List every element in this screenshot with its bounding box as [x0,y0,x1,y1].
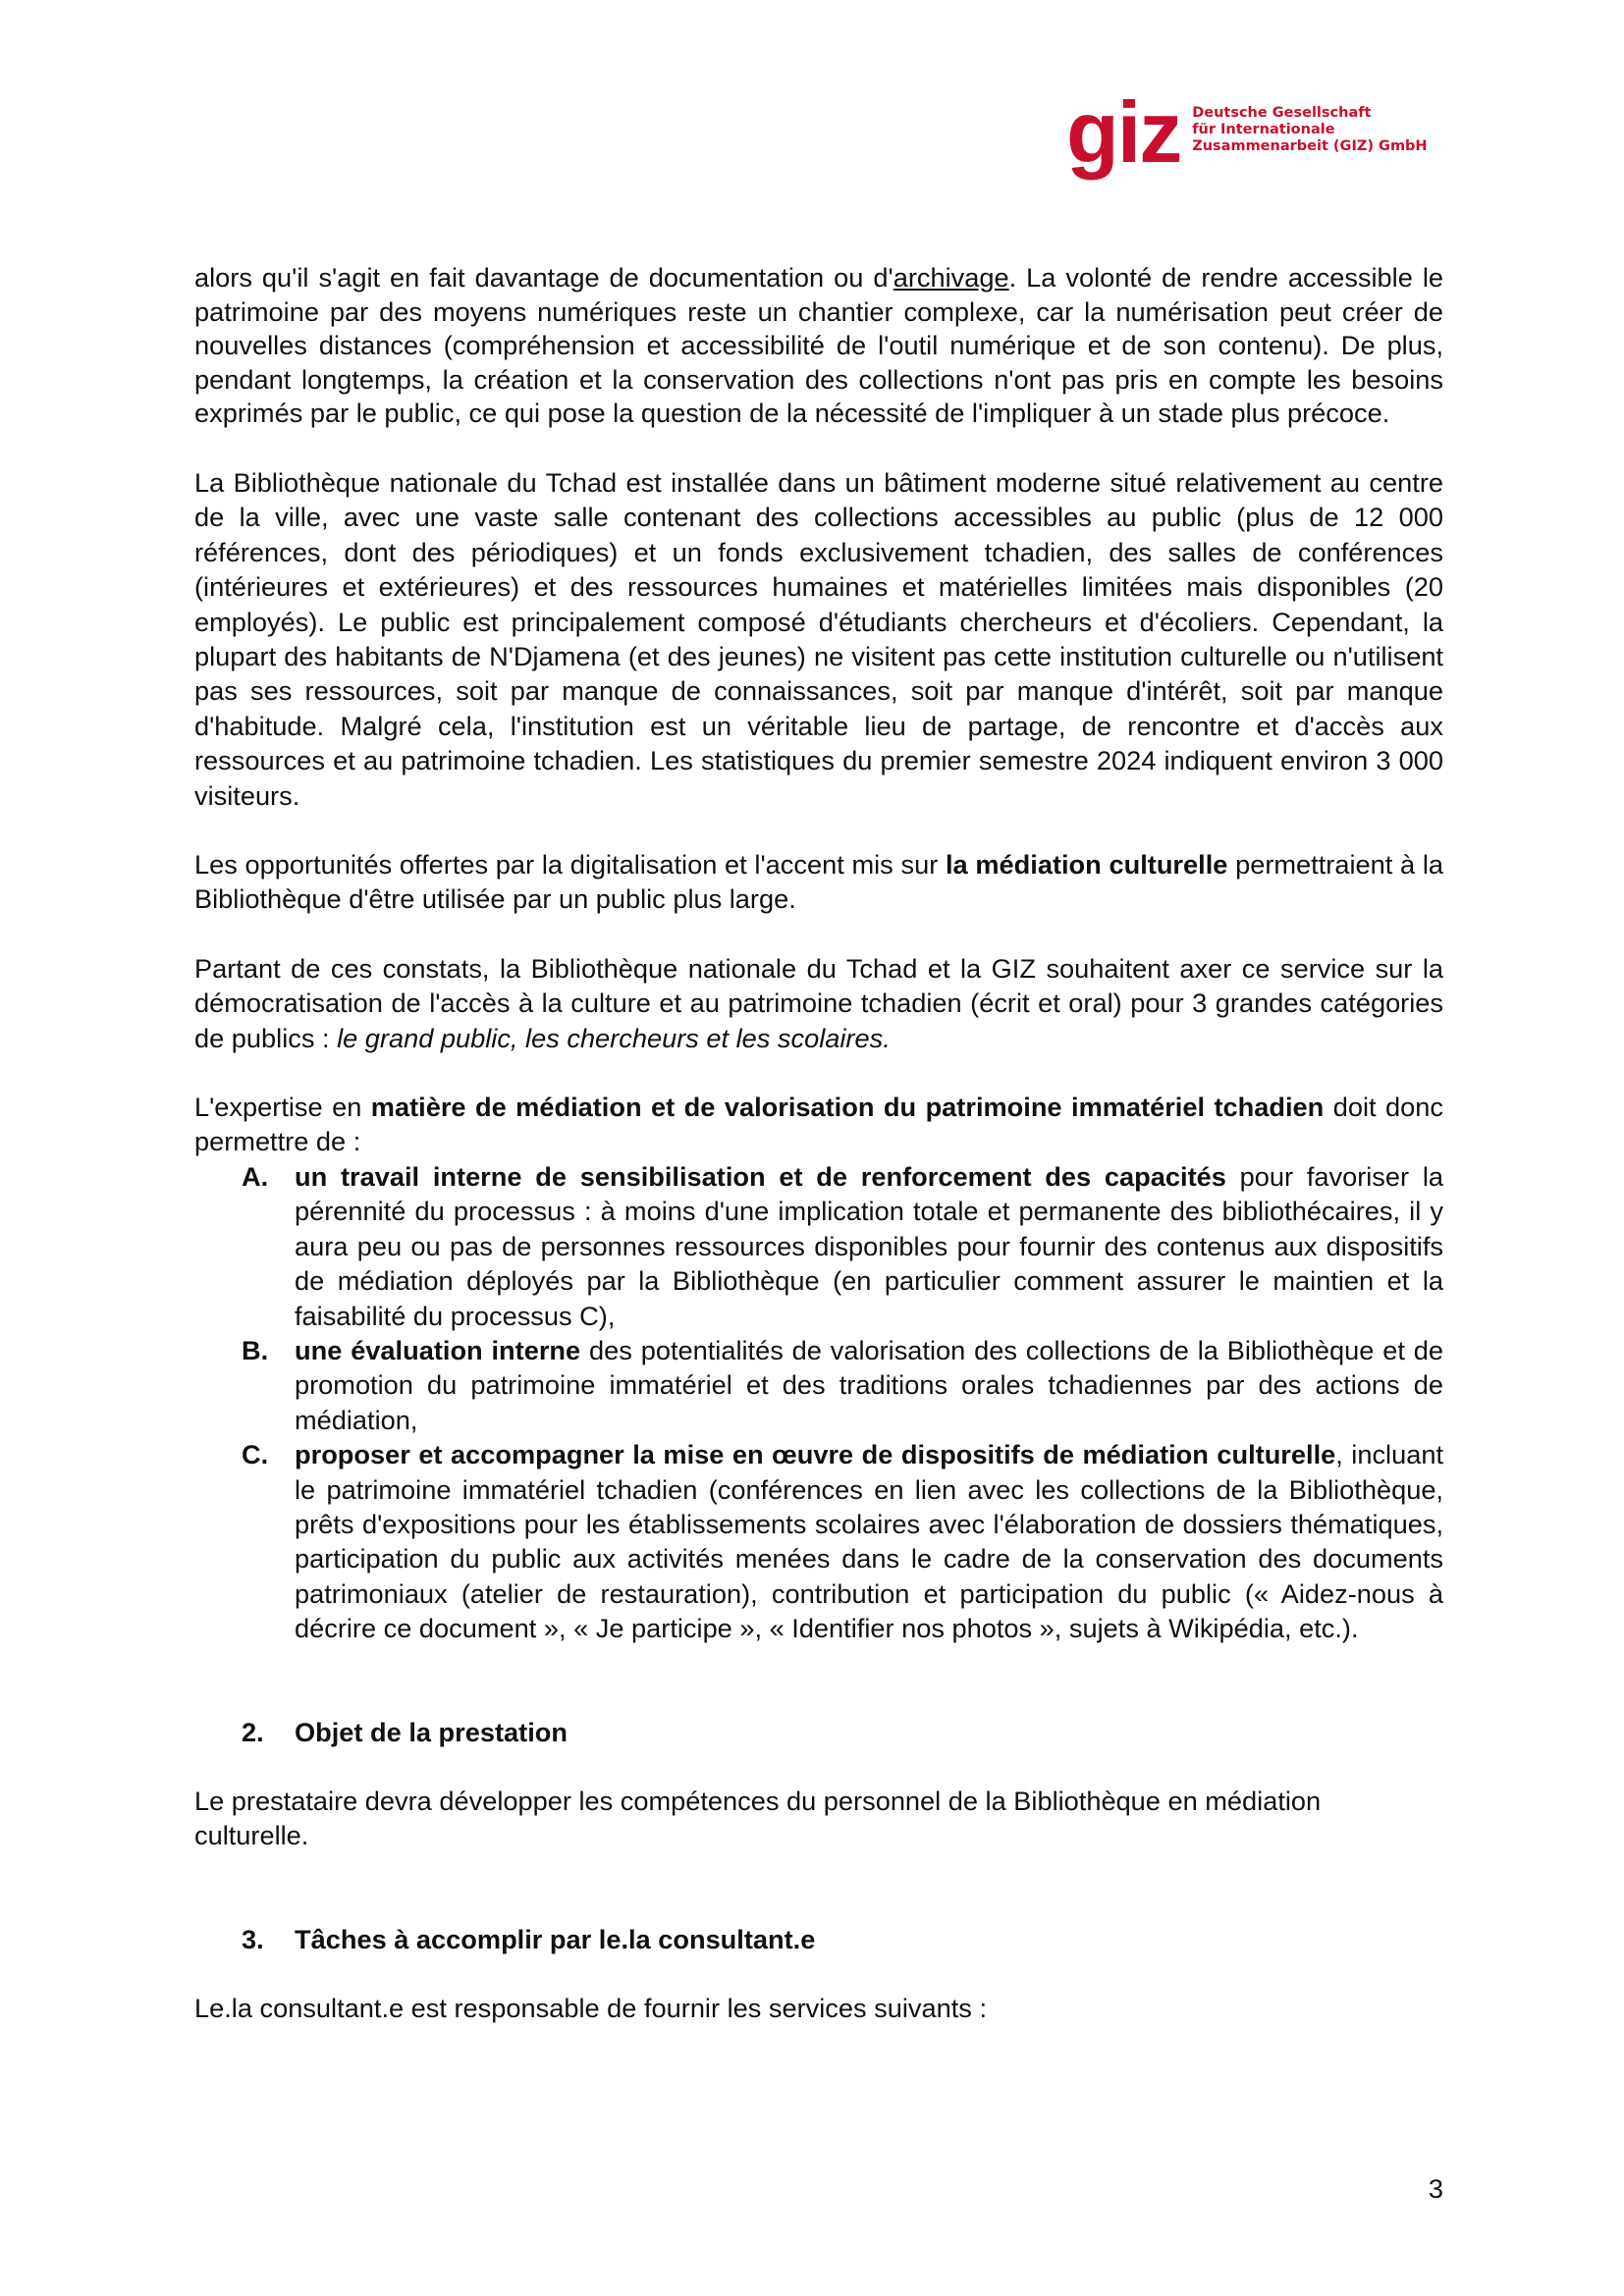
bold-phrase: la médiation culturelle [945,849,1228,881]
list-item-text: pour favoriser la pérennité du processus : à moins d'une implication totale et permanente des bibliothécaires, il y aura peu ou pas de personnes ressources disponibles pour fournir des contenus aux dispositifs de médiation déployés par la Bibliothèque (en particulier comment assurer le maintien et la faisabilité du processus C), [295,1160,1443,1331]
paragraph-objet: Le prestataire devra développer les compétences du personnel de la Bibliothèque en médiation culturelle. [194,1785,1322,1851]
section-heading-taches [194,1922,1443,1956]
list-item [194,1159,1443,1333]
paragraph-text: Partant de ces constats, la Bibliothèque nationale du Tchad et la GIZ souhaitent axer ce service sur la démocratisation de l'accès à la culture et au patrimoine tchadien (écrit et oral) pour 3 grandes catégories de publics : [194,952,1443,1053]
list-item-text: des potentialités de valorisation des collections de la Bibliothèque et de promotion du patrimoine immatériel et des traditions orales tchadiennes par des actions de médiation, [295,1334,1443,1435]
list-marker: B. [242,1334,269,1365]
paragraph-constats [194,951,1443,1055]
section-number: 3. [242,1923,264,1954]
spacer [194,1749,1443,1784]
spacer [194,1853,1443,1922]
list-item-bold: proposer et accompagner la mise en œuvre de dispositifs de médiation culturelle [295,1439,1336,1470]
paragraph-opportunites [194,847,1443,917]
list-item-bold: une évaluation interne [295,1334,581,1365]
paragraph-text: . La volonté de rendre accessible le patrimoine par des moyens numériques reste un chantier complexe, car la numérisation peut créer de nouvelles distances (compréhension et accessibilité de l'outil numérique et de son contenu). De plus, pendant longtemps, la création et la conservation des collections n'ont pas pris en compte les besoins exprimés par le public, ce qui pose la question de la nécessité de l'impliquer à un stade plus précoce. [194,262,1444,429]
list-marker: A. [242,1160,269,1192]
paragraph-bibliotheque: La Bibliothèque nationale du Tchad est installée dans un bâtiment moderne situé relativement au centre de la ville, avec une vaste salle contenant des collections accessibles au public (plus de 12 000 références, dont des périodiques) et un fonds exclusivement tchadien, des salles de conférences (intérieures et extérieures) et des ressources humaines et matérielles limitées mais disponibles (20 employés). Le public est principalement composé d'étudiants chercheurs et d'écoliers. Cependant, la plupart des habitants de N'Djamena (et des jeunes) ne visitent pas cette institution culturelle ou n'utilisent pas ses ressources, soit par manque de connaissances, soit par manque d'intérêt, soit par manque d'habitude. Malgré cela, l'institution est un véritable lieu de partage, de rencontre et d'accès aux ressources et au patrimoine tchadien. Les statistiques du premier semestre 2024 indiquent environ 3 000 visiteurs. [194,466,1443,811]
paragraph-text: doit donc permettre de : [194,1092,1443,1157]
paragraph-text: permettraient à la Bibliothèque d'être utilisée par un public plus large. [194,849,1443,915]
list-item-bold: un travail interne de sensibilisation et de renforcement des capacités [295,1160,1226,1192]
bold-phrase: matière de médiation et de valorisation du patrimoine immatériel tchadien [370,1092,1325,1123]
paragraph-expertise [194,1090,1443,1159]
section-number: 2. [242,1716,264,1747]
italic-phrase: le grand public, les chercheurs et les scolaires. [337,1022,891,1053]
page-number: 3 [1428,2173,1443,2204]
giz-logo-text [1192,105,1427,155]
spacer [194,431,1443,465]
list-item [194,1333,1443,1437]
archivage-link[interactable]: archivage [893,262,1009,293]
list-marker: C. [242,1439,269,1470]
paragraph-text: alors qu'il s'agit en fait davantage de documentation ou d' [194,262,893,293]
document-body [194,261,1443,2026]
paragraph-text: L'expertise en [194,1092,371,1123]
list-item [194,1437,1443,1645]
paragraph-taches: Le.la consultant.e est responsable de fournir les services suivants : [194,1993,987,2024]
spacer [194,1956,1443,1991]
section-title: Objet de la prestation [295,1716,568,1747]
logo-line: für Internationale [1192,122,1335,137]
list-item-text: , incluant le patrimoine immatériel tchadien (conférences en lien avec les collections de la Bibliothèque, prêts d'expositions pour les établissements scolaires avec l'élaboration de dossiers thématiques, participation du public aux activités menées dans le cadre de la conservation des documents patrimoniaux (atelier de restauration), contribution et participation du public (« Aidez-nous à décrire ce document », « Je participe », « Identifier nos photos », sujets à Wikipédia, etc.). [295,1439,1443,1644]
spacer [194,813,1443,847]
paragraph-text: Les opportunités offertes par la digitalisation et l'accent mis sur [194,849,946,881]
giz-logo-mark: giz [1066,83,1181,181]
spacer [194,917,1443,951]
spacer [194,1055,1443,1090]
section-heading-objet [194,1715,1443,1749]
logo-line: Zusammenarbeit (GIZ) GmbH [1192,138,1428,154]
paragraph-digitisation [194,261,1443,431]
objectives-list [194,1159,1443,1646]
spacer [194,1646,1443,1715]
logo-line: Deutsche Gesellschaft [1192,105,1372,121]
section-title: Tâches à accomplir par le.la consultant.e [295,1923,816,1954]
giz-logo [1066,83,1428,184]
